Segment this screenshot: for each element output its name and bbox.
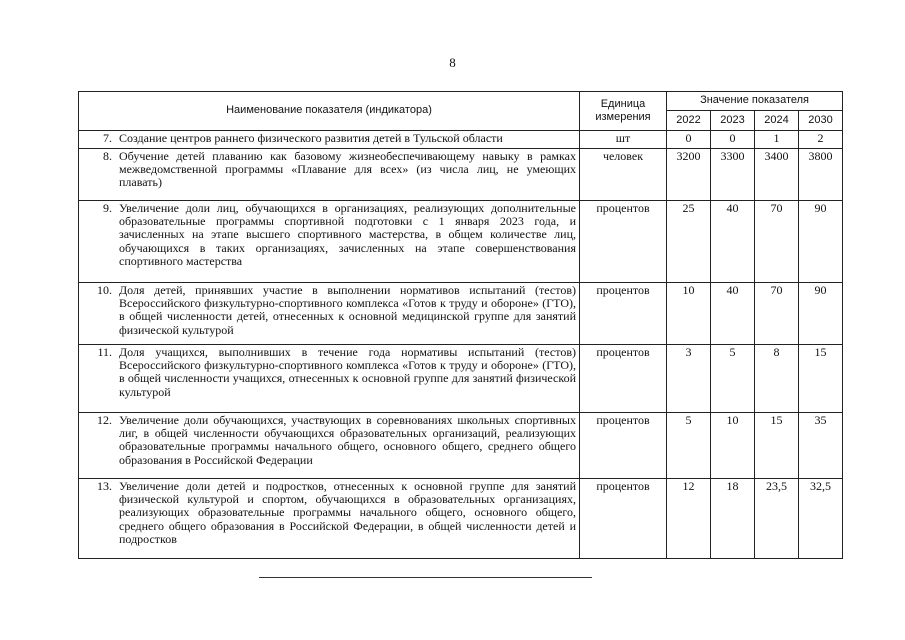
table-row [79, 149, 843, 201]
value-cell: 3800 [799, 149, 843, 201]
indicator-name-cell [79, 131, 580, 149]
indicator-name-cell [79, 345, 580, 413]
table-row [79, 345, 843, 413]
indicator-name-cell [79, 479, 580, 559]
indicator-name-cell [79, 283, 580, 345]
indicator-text: Увеличение доли детей и подростков, отнесенных к основной группе для занятий физической культурой и спортом, обучающихся в образовательных организациях, реализующих образовательные программы начального общего, основного общего, среднего общего образования в Российской Федерации, в общей численности детей и подростков [119, 479, 576, 546]
indicator-text: Обучение детей плаванию как базовому жизнеобеспечивающему навыку в рамках межведомственной программы «Плавание для всех» (из числа лиц, не умеющих плавать) [119, 149, 576, 190]
value-cell: 0 [667, 131, 711, 149]
unit-cell: процентов [580, 201, 667, 283]
header-indicator-name: Наименование показателя (индикатора) [79, 92, 580, 131]
row-number: 13. [97, 479, 112, 493]
indicator-text: Увеличение доли обучающихся, участвующих в соревнованиях школьных спортивных лиг, в общей численности обучающихся образовательных организаций, реализующих образовательные программы начального общего, основного общего, среднего общего образования в Российской Федерации [119, 413, 576, 467]
value-cell: 0 [711, 131, 755, 149]
table-row [79, 413, 843, 479]
value-cell: 5 [711, 345, 755, 413]
table-row [79, 479, 843, 559]
table-row [79, 201, 843, 283]
indicator-text: Создание центров раннего физического развития детей в Тульской области [119, 131, 503, 145]
value-cell: 3 [667, 345, 711, 413]
footer-separator-line [259, 577, 592, 578]
value-cell: 23,5 [755, 479, 799, 559]
value-cell: 70 [755, 283, 799, 345]
unit-cell: процентов [580, 479, 667, 559]
value-cell: 2 [799, 131, 843, 149]
row-number: 12. [97, 413, 112, 427]
indicator-text: Доля учащихся, выполнивших в течение года нормативы испытаний (тестов) Всероссийского физкультурно-спортивного комплекса «Готов к труду и обороне» (ГТО), в общей численности учащихся, отнесенных к основной группе для занятий физической культурой [119, 345, 576, 399]
value-cell: 90 [799, 283, 843, 345]
header-year: 2022 [667, 111, 711, 131]
unit-cell: человек [580, 149, 667, 201]
value-cell: 18 [711, 479, 755, 559]
value-cell: 40 [711, 283, 755, 345]
value-cell: 8 [755, 345, 799, 413]
header-values-group: Значение показателя [667, 92, 843, 111]
indicator-name-cell [79, 413, 580, 479]
value-cell: 15 [799, 345, 843, 413]
value-cell: 40 [711, 201, 755, 283]
unit-cell: процентов [580, 345, 667, 413]
row-number: 10. [97, 283, 112, 297]
table-row [79, 131, 843, 149]
value-cell: 35 [799, 413, 843, 479]
row-number: 8. [103, 149, 112, 163]
value-cell: 12 [667, 479, 711, 559]
indicator-text: Доля детей, принявших участие в выполнении нормативов испытаний (тестов) Всероссийского физкультурно-спортивного комплекса «Готов к труду и обороне» (ГТО), в общей численности детей, отнесенных к основной медицинской группе для занятий физической культурой [119, 283, 576, 337]
value-cell: 1 [755, 131, 799, 149]
value-cell: 5 [667, 413, 711, 479]
indicator-name-cell [79, 149, 580, 201]
value-cell: 10 [711, 413, 755, 479]
unit-cell: шт [580, 131, 667, 149]
table-row [79, 283, 843, 345]
unit-cell: процентов [580, 283, 667, 345]
value-cell: 3200 [667, 149, 711, 201]
indicator-text: Увеличение доли лиц, обучающихся в организациях, реализующих дополнительные образовательные программы спортивной подготовки с 1 января 2023 года, и зачисленных на этапе высшего спортивного мастерства, в общем количестве лиц, обучающихся в таких организациях, зачисленных на этапе совершенствования спортивного мастерства [119, 201, 576, 268]
value-cell: 3400 [755, 149, 799, 201]
value-cell: 25 [667, 201, 711, 283]
value-cell: 90 [799, 201, 843, 283]
value-cell: 15 [755, 413, 799, 479]
header-unit: Единица измерения [580, 92, 667, 131]
value-cell: 32,5 [799, 479, 843, 559]
row-number: 7. [103, 131, 112, 145]
indicator-name-cell [79, 201, 580, 283]
value-cell: 70 [755, 201, 799, 283]
value-cell: 3300 [711, 149, 755, 201]
header-year: 2030 [799, 111, 843, 131]
value-cell: 10 [667, 283, 711, 345]
header-year: 2024 [755, 111, 799, 131]
row-number: 11. [97, 345, 112, 359]
header-year: 2023 [711, 111, 755, 131]
indicators-table [78, 91, 843, 559]
unit-cell: процентов [580, 413, 667, 479]
page-number: 8 [449, 55, 456, 70]
row-number: 9. [103, 201, 112, 215]
